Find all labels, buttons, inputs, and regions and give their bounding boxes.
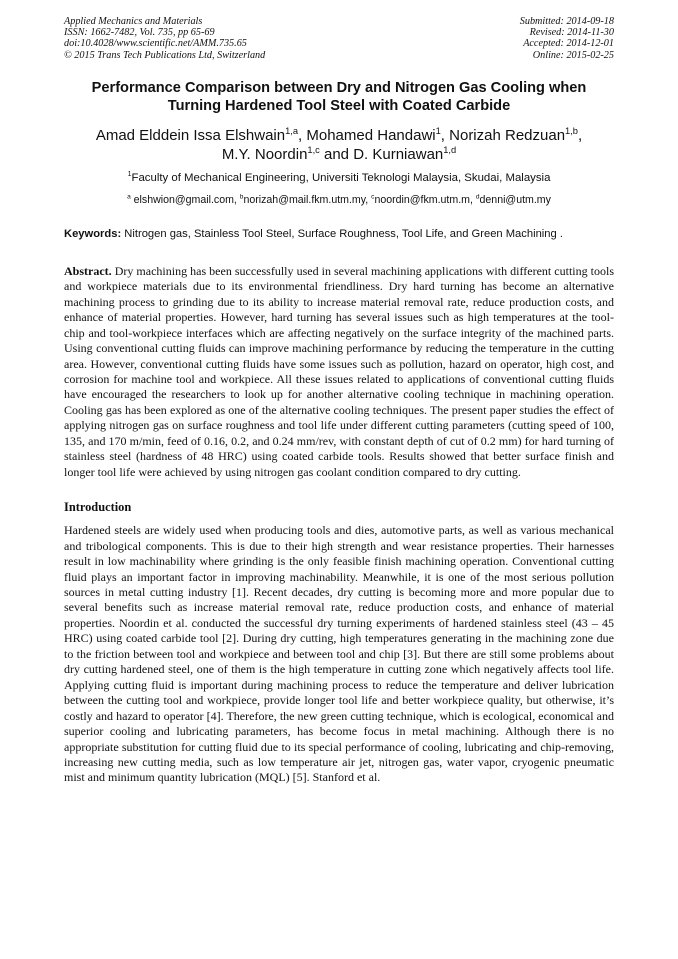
abstract-label: Abstract.: [64, 263, 112, 278]
affiliation: [64, 171, 614, 185]
introduction-paragraph: Hardened steels are widely used when producing tools and dies, automotive parts, as well as various mechanical and tribological components. This is due to their high strength and wear resistance properties. Their harnesses result in low machinability where grinding is the only feasible finish machining operation. Conventional cutting fluid plays an important factor in improving machinability. Meanwhile, it is one of the most serious pollution sources in metal cutting industry [1]. Recent decades, dry cutting is becoming more and more popular due to several benefits such as increase material removal rate, reduce production costs, and enhance of material properties. Noordin et al. conducted the successful dry turning experiments of hardened stainless steel (43 – 45 HRC) using coated carbide tool [2]. During dry cutting, high temperatures generating in the machining zone due to the friction between tool and workpiece and between tool and chip [3]. But there are still some problems about dry cutting hardened steel, one of them is the high temperature in cutting zone which negatively affects tool life. Applying cutting fluid is important during machining process to reduce the temperature and deliver lubrication between the cutting tool and workpiece, provide longer tool life and better workpiece quality, but otherwise, it’s costly and hazard to operator [4]. Therefore, the new green cutting technique, which is ecological, economical and superior cooling and lubricating parameters, has become focus in metal machining. Although there is no appropriate substitution for cutting fluid due to its special performance of cooling, lubricating and chip-removing, increasing new cutting media, such as low temperature air jet, nitrogen gas, water vapor, cryogenic pneumatic mist and minimum quantity lubrication (MQL) [5]. Stanford et al.: [64, 523, 614, 785]
author-superscript: 1: [435, 125, 441, 136]
affiliation-text: Faculty of Mechanical Engineering, Universiti Teknologi Malaysia, Skudai, Malaysia: [131, 171, 551, 184]
author-superscript: 1,a: [285, 125, 299, 136]
email-address: denni@utm.my: [479, 193, 551, 206]
author-superscript: 1,c: [307, 144, 320, 155]
journal-info: [64, 16, 265, 61]
author-name: Amad Elddein Issa Elshwain: [95, 126, 286, 144]
author-separator: ,: [577, 126, 583, 144]
email-superscript: a: [127, 193, 131, 201]
date-submitted: Submitted: 2014-09-18: [519, 16, 614, 27]
date-revised: Revised: 2014-11-30: [529, 27, 614, 39]
author-conjunction: and: [319, 145, 354, 163]
author-emails: [64, 194, 614, 207]
author-separator: ,: [298, 126, 307, 144]
author-name: Norizah Redzuan: [449, 126, 566, 144]
email-address: norizah@mail.fkm.utm.my,: [243, 193, 372, 206]
title-line-1: Performance Comparison between Dry and Nitrogen Gas Cooling when: [91, 79, 587, 96]
journal-doi: doi:10.4028/www.scientific.net/AMM.735.65: [64, 38, 247, 50]
publication-dates: [520, 16, 614, 61]
author-name: M.Y. Noordin: [221, 145, 308, 163]
author-superscript: 1,b: [565, 125, 578, 136]
author-list: [64, 126, 614, 164]
abstract-paragraph: [64, 264, 614, 480]
date-accepted: Accepted: 2014-12-01: [523, 38, 614, 50]
journal-header: [64, 16, 614, 61]
introduction-heading: Introduction: [64, 500, 132, 515]
journal-name: Applied Mechanics and Materials: [64, 16, 203, 27]
paper-title: [64, 79, 614, 115]
keywords-label: Keywords:: [64, 227, 122, 240]
email-superscript: d: [475, 193, 480, 201]
abstract-text: Dry machining has been successfully used in several machining applications with different cutting tools and workpiece materials due to its environmental friendliness. Dry hard turning has become an alternative machining process to grinding due to its ability to increase material removal rate, reduce production costs, and enhance of material properties. However, hard turning has several issues such as high temperatures at the tool-chip and tool-workpiece interfaces which are affecting negatively on the surface integrity of the machined parts. Using conventional cutting fluids can improve machining performance by reducing the temperature in the cutting area. However, conventional cutting fluids have some issues such as pollution, hazard on operator, high cost, and corrosion for machine tool and workpiece. All these issues related to applications of conventional cutting fluids have encouraged the researchers to look up for another alternative cooling technique in machining operation. Cooling gas has been explored as one of the alternative cooling techniques. The present paper studies the effect of applying nitrogen gas on surface roughness and tool life under different cutting parameters (cutting speed of 100, 135, and 170 m/min, feed of 0.16, 0.2, and 0.24 mm/rev, with constant depth of cut of 0.2 mm) for hard turning of stainless steel (hardness of 48 HRC) using coated carbide tools. Results showed that better surface finish and longer tool life were achieved by using nitrogen gas coolant condition compared to dry cutting.: [64, 263, 614, 479]
date-online: Online: 2015-02-25: [532, 49, 614, 61]
author-superscript: 1,d: [443, 144, 457, 155]
affiliation-superscript: 1: [127, 171, 132, 179]
journal-copyright: © 2015 Trans Tech Publications Ltd, Switzerland: [64, 49, 266, 61]
email-address: noordin@fkm.utm.m,: [374, 193, 476, 206]
email-superscript: b: [239, 193, 244, 201]
keywords-text: Nitrogen gas, Stainless Tool Steel, Surface Roughness, Tool Life, and Green Machining .: [121, 227, 563, 240]
journal-issn: ISSN: 1662-7482, Vol. 735, pp 65-69: [64, 27, 215, 39]
author-name: D. Kurniawan: [353, 145, 444, 163]
keywords-paragraph: [64, 227, 614, 242]
email-superscript: c: [371, 193, 375, 201]
author-separator: ,: [440, 126, 450, 144]
author-name: Mohamed Handawi: [306, 126, 436, 144]
email-address: elshwion@gmail.com,: [130, 193, 240, 206]
title-line-2: Turning Hardened Tool Steel with Coated Carbide: [167, 97, 511, 114]
